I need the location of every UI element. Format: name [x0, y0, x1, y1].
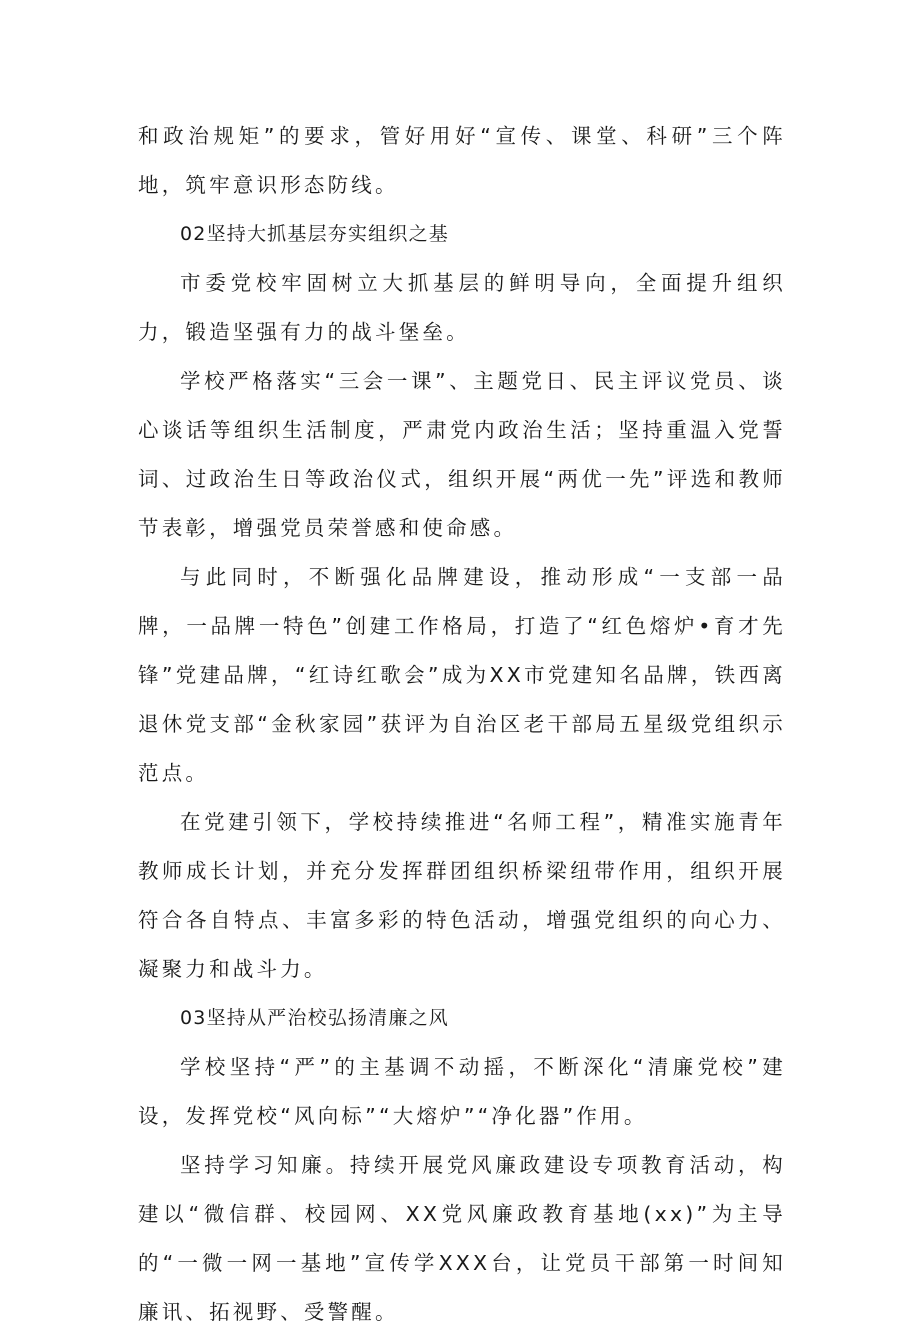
section-heading-02: 02坚持大抓基层夯实组织之基 [180, 223, 449, 245]
paragraph-6: 学校坚持“严”的主基调不动摇，不断深化“清廉党校”建设，发挥党校“风向标”“大熔炉”“净化器”作用。 [138, 1055, 786, 1128]
paragraph-1: 和政治规矩”的要求，管好用好“宣传、课堂、科研”三个阵地，筑牢意识形态防线。 [138, 124, 786, 197]
paragraph-5: 在党建引领下，学校持续推进“名师工程”，精准实施青年教师成长计划，并充分发挥群团组织桥梁纽带作用，组织开展符合各自特点、丰富多彩的特色活动，增强党组织的向心力、凝聚力和战斗力。 [138, 810, 786, 981]
paragraph-2: 市委党校牢固树立大抓基层的鲜明导向，全面提升组织力，锻造坚强有力的战斗堡垒。 [138, 271, 786, 344]
paragraph-4: 与此同时，不断强化品牌建设，推动形成“一支部一品牌，一品牌一特色”创建工作格局，打造了“红色熔炉•育才先锋”党建品牌，“红诗红歌会”成为XX市党建知名品牌，铁西离退休党支部“金秋家园”获评为自治区老干部局五星级党组织示范点。 [138, 565, 786, 785]
section-heading-03: 03坚持从严治校弘扬清廉之风 [180, 1007, 449, 1029]
paragraph-7: 坚持学习知廉。持续开展党风廉政建设专项教育活动，构建以“微信群、校园网、XX党风廉政教育基地(xx)”为主导的“一微一网一基地”宣传学XXX台，让党员干部第一时间知廉讯、拓视野、受警醒。 [138, 1153, 786, 1324]
document-body [138, 112, 786, 1337]
paragraph-3: 学校严格落实“三会一课”、主题党日、民主评议党员、谈心谈话等组织生活制度，严肃党内政治生活；坚持重温入党誓词、过政治生日等政治仪式，组织开展“两优一先”评选和教师节表彰，增强党员荣誉感和使命感。 [138, 369, 786, 540]
